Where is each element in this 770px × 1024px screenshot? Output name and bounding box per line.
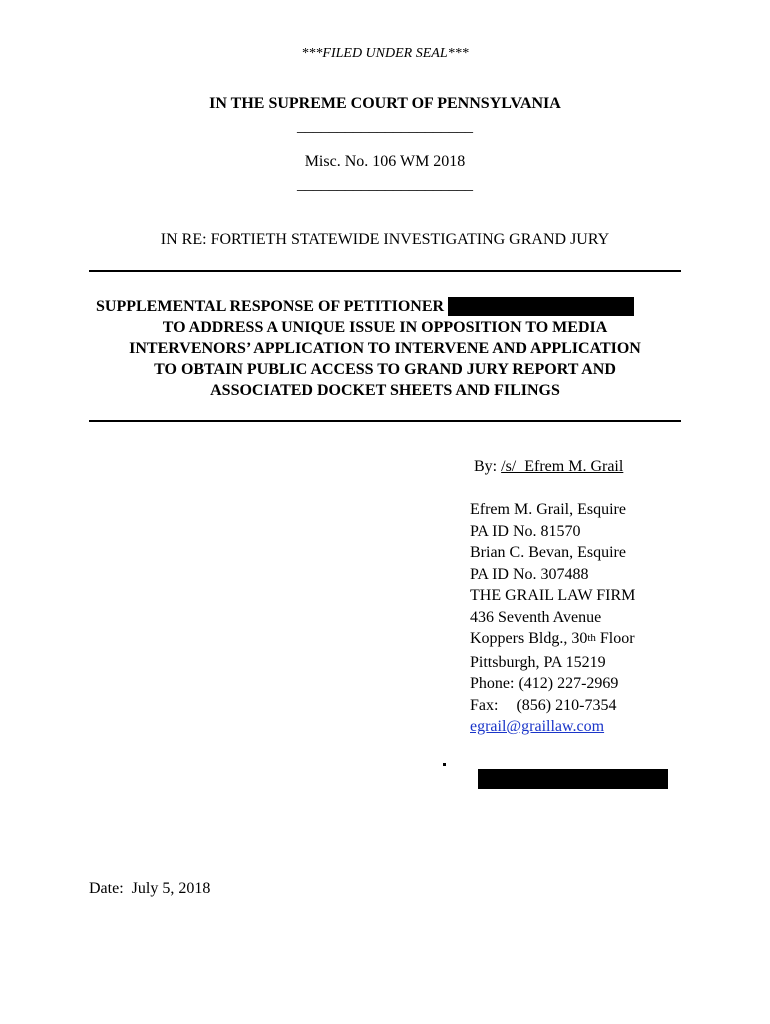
- title-line-4: TO OBTAIN PUBLIC ACCESS TO GRAND JURY REPORT AND: [154, 361, 616, 378]
- signature-by-line: [474, 458, 623, 476]
- electronic-signature: /s/_Efrem M. Grail: [501, 458, 624, 475]
- fax-label: Fax:: [470, 696, 499, 714]
- email-link[interactable]: egrail@graillaw.com: [470, 718, 605, 735]
- title-line-3: INTERVENORS’ APPLICATION TO INTERVENE AND APPLICATION: [129, 340, 641, 357]
- by-label: By:: [474, 458, 498, 475]
- in-re-caption: IN RE: FORTIETH STATEWIDE INVESTIGATING GRAND JURY: [160, 231, 610, 248]
- title-line-2: TO ADDRESS A UNIQUE ISSUE IN OPPOSITION TO MEDIA: [162, 319, 608, 336]
- attorney-id-1: PA ID No. 81570: [470, 522, 581, 540]
- caption-underline-bottom: ______________________: [297, 176, 473, 193]
- phone-number: Phone: (412) 227-2969: [470, 675, 619, 692]
- address-line-2: [470, 628, 635, 652]
- address-line-2-ordinal: th: [587, 632, 596, 644]
- document-title: [89, 296, 681, 401]
- title-line-5: ASSOCIATED DOCKET SHEETS AND FILINGS: [210, 382, 560, 399]
- title-line-1: [89, 296, 681, 317]
- signature-block: [470, 499, 635, 738]
- address-line-1: 436 Seventh Avenue: [470, 608, 602, 626]
- title-line-1-text: SUPPLEMENTAL RESPONSE OF PETITIONER: [96, 298, 445, 315]
- court-name: IN THE SUPREME COURT OF PENNSYLVANIA: [209, 95, 561, 112]
- filing-date: Date: July 5, 2018: [89, 880, 211, 897]
- attorney-name-2: Brian C. Bevan, Esquire: [470, 544, 626, 561]
- title-rule-top: [89, 270, 681, 272]
- law-firm-name: THE GRAIL LAW FIRM: [470, 587, 636, 604]
- title-rule-bottom: [89, 420, 681, 422]
- fax-value: (856) 210-7354: [516, 696, 617, 714]
- caption-underline-top: ______________________: [297, 118, 473, 135]
- attorney-name-1: Efrem M. Grail, Esquire: [470, 501, 626, 518]
- address-line-2-pre: Koppers Bldg., 30: [470, 630, 588, 647]
- redaction-petitioner-name: [448, 297, 634, 316]
- filed-under-seal-notice: ***FILED UNDER SEAL***: [301, 46, 469, 61]
- email-line: [470, 716, 635, 738]
- attorney-id-2: PA ID No. 307488: [470, 565, 589, 583]
- fax-number: [470, 695, 635, 717]
- redaction-bottom: [478, 769, 668, 789]
- address-line-2-post: Floor: [595, 630, 635, 647]
- city-state-zip: Pittsburgh, PA 15219: [470, 653, 606, 671]
- case-number: Misc. No. 106 WM 2018: [304, 153, 466, 170]
- stray-period-mark: [443, 763, 446, 766]
